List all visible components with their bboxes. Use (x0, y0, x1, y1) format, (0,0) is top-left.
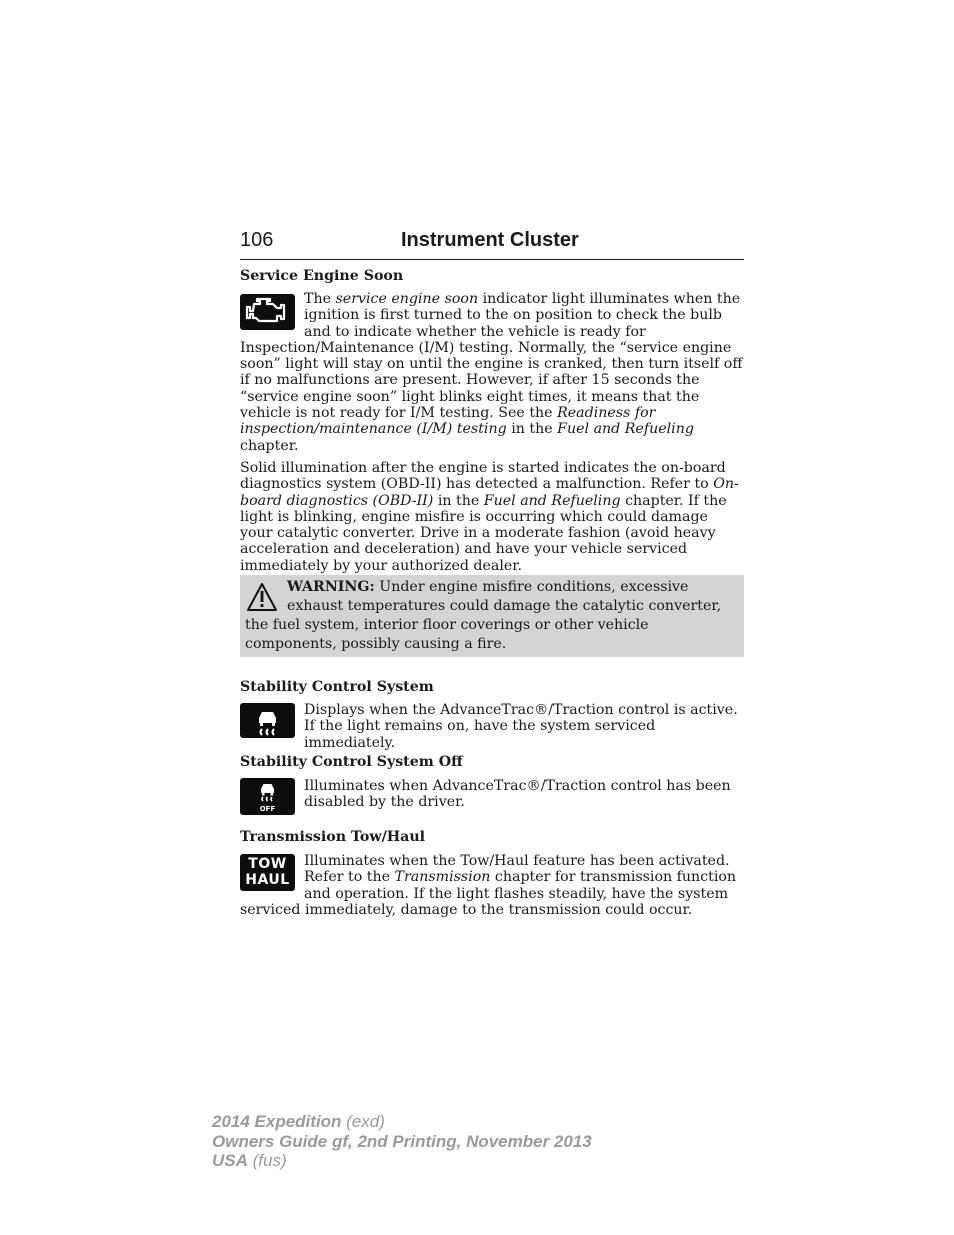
page-header (240, 229, 744, 260)
off-icon-label: OFF (259, 805, 276, 813)
stability-control-off-text: Illuminates when AdvanceTrac®/Traction control has been disabled by the driver. (304, 778, 731, 811)
tow-haul-section: TOW HAUL Illuminates when the Tow/Haul feature has been activated. Refer to the Transmission chapter for transmission function and operation. If the light flashes steadily, have the system serviced immediately, damage to the transmission could occur. (240, 853, 737, 918)
warning-box (240, 575, 744, 657)
footer-line-1: 2014 Expedition (exd) (212, 1112, 385, 1131)
section-title: Instrument Cluster (401, 229, 579, 251)
stability-control-text: Displays when the AdvanceTrac®/Traction control is active. If the light remains on, have the system serviced immediately. (304, 702, 738, 751)
stability-control-section (240, 702, 744, 751)
check-engine-icon (240, 294, 295, 330)
footer-line-3: USA (fus) (212, 1151, 287, 1170)
page-footer (212, 1112, 592, 1171)
stability-control-off-icon (240, 778, 295, 815)
stability-control-icon (240, 703, 295, 738)
warning-text: Under engine misfire conditions, excessive exhaust temperatures could damage the catalytic converter, the fuel system, interior floor coverings or other vehicle components, possibly causing a fire. (245, 579, 722, 652)
heading-tow-haul: Transmission Tow/Haul (240, 829, 426, 845)
service-engine-soon-section (240, 291, 744, 574)
tow-haul-icon (240, 854, 295, 891)
tow-icon-line1: TOW (248, 856, 287, 872)
tow-icon-line2: HAUL (245, 872, 290, 888)
heading-service-engine-soon: Service Engine Soon (240, 268, 404, 284)
service-engine-paragraph-2: Solid illumination after the engine is started indicates the on-board diagnostics system (OBD-II) has detected a malfunction. Refer to On-board diagnostics (OBD-II) in the Fuel and Refueling chapter. If the light is blinking, engine misfire is occurring which could damage your catalytic converter. Drive in a moderate fashion (avoid heavy acceleration and deceleration) and have your vehicle serviced immediately by your authorized dealer. (240, 459, 739, 574)
warning-label: WARNING: (287, 579, 375, 595)
footer-line-2: Owners Guide gf, 2nd Printing, November 2013 (212, 1131, 592, 1151)
heading-stability-control: Stability Control System (240, 679, 434, 695)
page-number: 106 (240, 229, 274, 251)
stability-control-off-section (240, 778, 744, 817)
heading-stability-control-off: Stability Control System Off (240, 754, 463, 770)
warning-triangle-icon (245, 580, 279, 614)
service-engine-paragraph-1: The service engine soon indicator light illuminates when the ignition is first turned to the on position to check the bulb and to indicate whether the vehicle is ready for Inspection/Maintenance (I/M) testing. Normally, the “service engine soon” light will stay on until the engine is cranked, then turn itself off if no malfunctions are present. However, if after 15 seconds the “service engine soon” light blinks eight times, it means that the vehicle is not ready for I/M testing. See the Readiness for inspection/maintenance (I/M) testing in the Fuel and Refueling chapter. (240, 291, 743, 454)
